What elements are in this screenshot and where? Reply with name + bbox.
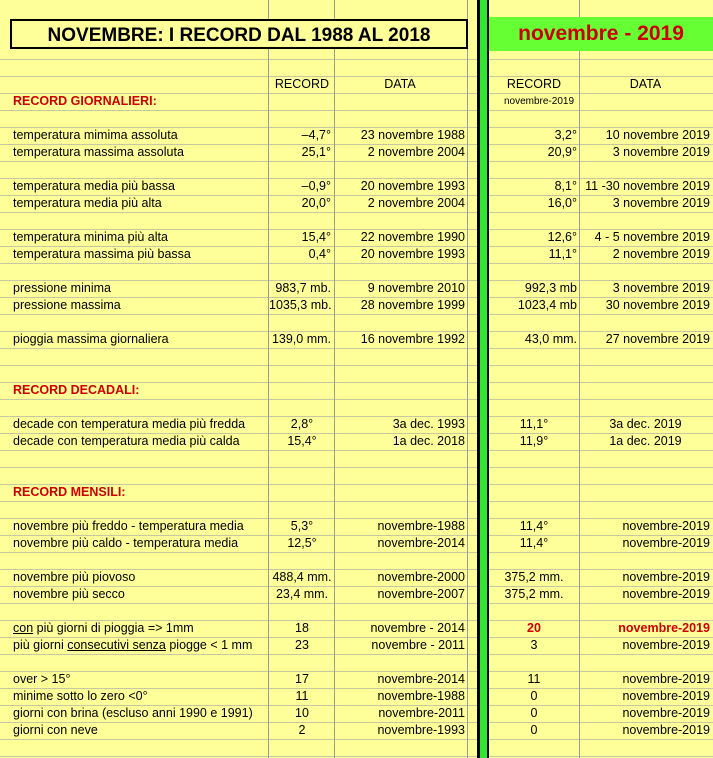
table-row: 11,1° 3a dec. 2019 <box>519 417 682 431</box>
grid-line <box>0 756 477 757</box>
grid-line <box>0 348 477 349</box>
table-row: 1023,4 mb 30 novembre 2019 <box>517 298 710 312</box>
column-separator <box>477 0 489 758</box>
grid-line <box>489 484 713 485</box>
table-row: 11,1° 2 novembre 2019 <box>548 247 710 261</box>
table-row-highlight: 20 novembre-2019 <box>527 621 710 635</box>
section-decadal: RECORD DECADALI: <box>13 383 140 397</box>
grid-line <box>0 365 477 366</box>
grid-line <box>0 501 477 502</box>
grid-line <box>0 212 477 213</box>
table-row: 11,4° novembre-2019 <box>519 519 710 533</box>
table-row: 20,9° 3 novembre 2019 <box>547 145 710 159</box>
records-title: NOVEMBRE: I RECORD DAL 1988 AL 2018 <box>10 19 468 49</box>
grid-line <box>0 161 477 162</box>
grid-line <box>489 467 713 468</box>
grid-line <box>0 739 477 740</box>
table-row: 992,3 mb 3 novembre 2019 <box>524 281 710 295</box>
table-row: novembre più secco 23,4 mm. novembre-2007 <box>13 587 465 601</box>
section-daily: RECORD GIORNALIERI: <box>13 94 157 108</box>
table-row: 0 novembre-2019 <box>530 723 710 737</box>
table-row: pressione minima 983,7 mb. 9 novembre 2010 <box>13 281 465 295</box>
grid-line <box>489 756 713 757</box>
table-row: temperatura media più bassa –0,9° 20 novembre 1993 <box>13 179 465 193</box>
grid-line <box>489 501 713 502</box>
grid-line <box>0 467 477 468</box>
table-row: 11 novembre-2019 <box>527 672 710 686</box>
grid-line <box>0 450 477 451</box>
table-row: temperatura massima più bassa 0,4° 20 novembre 1993 <box>13 247 465 261</box>
table-row: 12,6° 4 - 5 novembre 2019 <box>547 230 710 244</box>
grid-line <box>489 552 713 553</box>
grid-line <box>0 314 477 315</box>
table-row: novembre più freddo - temperatura media 5,3° novembre-1988 <box>13 519 465 533</box>
table-row: 375,2 mm. novembre-2019 <box>504 587 710 601</box>
grid-line <box>0 399 477 400</box>
current-month-panel <box>489 0 713 758</box>
current-month-title: novembre - 2019 <box>489 17 713 51</box>
grid-line <box>489 314 713 315</box>
table-row: giorni con neve 2 novembre-1993 <box>13 723 465 737</box>
table-row: temperatura massima assoluta 25,1° 2 novembre 2004 <box>13 145 465 159</box>
table-row: 3,2° 10 novembre 2019 <box>554 128 710 142</box>
right-subheader: novembre-2019 <box>503 96 575 107</box>
grid-line <box>489 603 713 604</box>
table-row: con più giorni di pioggia => 1mm 18 novembre - 2014 <box>13 621 465 635</box>
grid-line <box>489 654 713 655</box>
grid-line <box>489 365 713 366</box>
table-row: 11,9° 1a dec. 2019 <box>519 434 682 448</box>
grid-line <box>489 739 713 740</box>
table-row: 3 novembre-2019 <box>530 638 710 652</box>
header-row: RECORD DATA <box>506 77 662 91</box>
table-row: temperatura mimima assoluta –4,7° 23 novembre 1988 <box>13 128 465 142</box>
table-row: temperatura minima più alta 15,4° 22 novembre 1990 <box>13 230 465 244</box>
grid-line <box>489 399 713 400</box>
table-row: più giorni consecutivi senza piogge < 1 mm 23 novembre - 2011 <box>13 638 465 652</box>
table-row: 16,0° 3 novembre 2019 <box>547 196 710 210</box>
table-row: temperatura media più alta 20,0° 2 novembre 2004 <box>13 196 465 210</box>
grid-line <box>489 263 713 264</box>
grid-line <box>489 110 713 111</box>
table-row: 375,2 mm. novembre-2019 <box>504 570 710 584</box>
section-monthly: RECORD MENSILI: <box>13 485 126 499</box>
grid-line <box>489 212 713 213</box>
table-row: novembre più piovoso 488,4 mm. novembre-2000 <box>13 570 465 584</box>
grid-line <box>0 603 477 604</box>
grid-line <box>489 450 713 451</box>
table-row: decade con temperatura media più calda 15,4° 1a dec. 2018 <box>13 434 465 448</box>
grid-line <box>0 59 477 60</box>
table-row: 0 novembre-2019 <box>530 689 710 703</box>
grid-line <box>489 161 713 162</box>
table-row: minime sotto lo zero <0° 11 novembre-1988 <box>13 689 465 703</box>
grid-line <box>489 348 713 349</box>
table-row: 0 novembre-2019 <box>530 706 710 720</box>
header-row <box>0 76 477 93</box>
grid-line <box>489 59 713 60</box>
grid-line <box>0 552 477 553</box>
table-row: novembre più caldo - temperatura media 12,5° novembre-2014 <box>13 536 465 550</box>
grid-line <box>0 654 477 655</box>
table-row: pioggia massima giornaliera 139,0 mm. 16 novembre 1992 <box>13 332 465 346</box>
table-row: giorni con brina (escluso anni 1990 e 1991) 10 novembre-2011 <box>13 706 465 720</box>
header-data: DATA <box>384 77 416 91</box>
table-row: 8,1° 11 -30 novembre 2019 <box>554 179 710 193</box>
table-row: pressione massima 1035,3 mb. 28 novembre 1999 <box>13 298 465 312</box>
table-row: 43,0 mm. 27 novembre 2019 <box>524 332 710 346</box>
table-row: 11,4° novembre-2019 <box>519 536 710 550</box>
header-record: RECORD <box>274 77 330 91</box>
table-row: decade con temperatura media più fredda 2,8° 3a dec. 1993 <box>13 417 465 431</box>
table-row: over > 15° 17 novembre-2014 <box>13 672 465 686</box>
grid-line <box>489 382 713 383</box>
grid-line <box>0 110 477 111</box>
grid-line <box>0 263 477 264</box>
